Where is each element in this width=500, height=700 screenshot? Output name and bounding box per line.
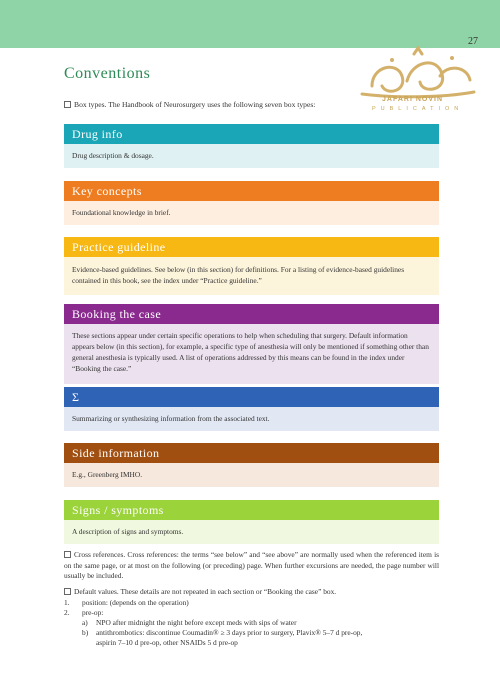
box-body: E.g., Greenberg IMHO. bbox=[64, 463, 439, 487]
list-number: 2. bbox=[64, 608, 70, 617]
box-key-concepts bbox=[64, 181, 439, 225]
logo-name: JAFARI NOVIN bbox=[382, 96, 444, 103]
sublist-item-text: aspirin 7–10 d pre-op, other NSAIDs 5 d pre-op bbox=[96, 638, 238, 647]
bullet-box-icon bbox=[64, 101, 71, 108]
box-header: Key concepts bbox=[64, 181, 439, 201]
box-header: Drug info bbox=[64, 124, 439, 144]
sublist-letter: b) bbox=[82, 628, 89, 637]
box-body: Drug description & dosage. bbox=[64, 144, 439, 168]
box-header: Booking the case bbox=[64, 304, 439, 324]
box-header: Σ bbox=[64, 387, 439, 407]
box-body: These sections appear under certain specific operations to help when scheduling that surgery. Default information appears below (in this section), for example, a specific type of anesthesia will only be mentioned if something other than general anesthesia is typically used. A list of operations addressed by this means can be found in the index under “Booking the case.” bbox=[64, 324, 439, 384]
bullet-box-icon bbox=[64, 588, 71, 595]
box-body: Summarizing or synthesizing information from the associated text. bbox=[64, 407, 439, 431]
intro-text: Box types. The Handbook of Neurosurgery uses the following seven box types: bbox=[64, 100, 315, 109]
default-values-text: Default values. These details are not repeated in each section or “Booking the case” box. bbox=[64, 587, 439, 598]
list-item-text: pre-op: bbox=[82, 608, 104, 617]
page-title: Conventions bbox=[64, 65, 151, 82]
logo-subtitle: PUBLICATION bbox=[372, 106, 464, 112]
bullet-box-icon bbox=[64, 551, 71, 558]
cross-references-text: Cross references. Cross references: the terms “see below” and “see above” are normally used when the referenced item is on the same page, or at most on the following (or preceding) page. When further excursions are needed, the page number will usually be included. bbox=[64, 550, 439, 580]
box-signs-symptoms bbox=[64, 500, 439, 544]
box-booking-the-case bbox=[64, 304, 439, 384]
sublist-item-text: antithrombotics: discontinue Coumadin® ≥ 3 days prior to surgery, Plavix® 5–7 d pre-op, bbox=[96, 628, 363, 637]
box-header: Signs / symptoms bbox=[64, 500, 439, 520]
box-header: Practice guideline bbox=[64, 237, 439, 257]
box-body: Evidence-based guidelines. See below (in this section) for definitions. For a listing of evidence-based guidelines contained in this book, see the index under “Practice guideline.” bbox=[64, 257, 439, 295]
list-number: 1. bbox=[64, 598, 70, 607]
box-practice-guideline bbox=[64, 237, 439, 295]
page-number: 27 bbox=[468, 36, 478, 47]
sublist-item-text: NPO after midnight the night before except meds with sips of water bbox=[96, 618, 297, 627]
sublist-letter: a) bbox=[82, 618, 88, 627]
box-side-information bbox=[64, 443, 439, 487]
box-body: A description of signs and symptoms. bbox=[64, 520, 439, 544]
box-drug-info bbox=[64, 124, 439, 168]
top-color-band bbox=[0, 0, 500, 48]
box-body: Foundational knowledge in brief. bbox=[64, 201, 439, 225]
box-header: Side information bbox=[64, 443, 439, 463]
list-item-text: position: (depends on the operation) bbox=[82, 598, 189, 607]
box-summary bbox=[64, 387, 439, 431]
